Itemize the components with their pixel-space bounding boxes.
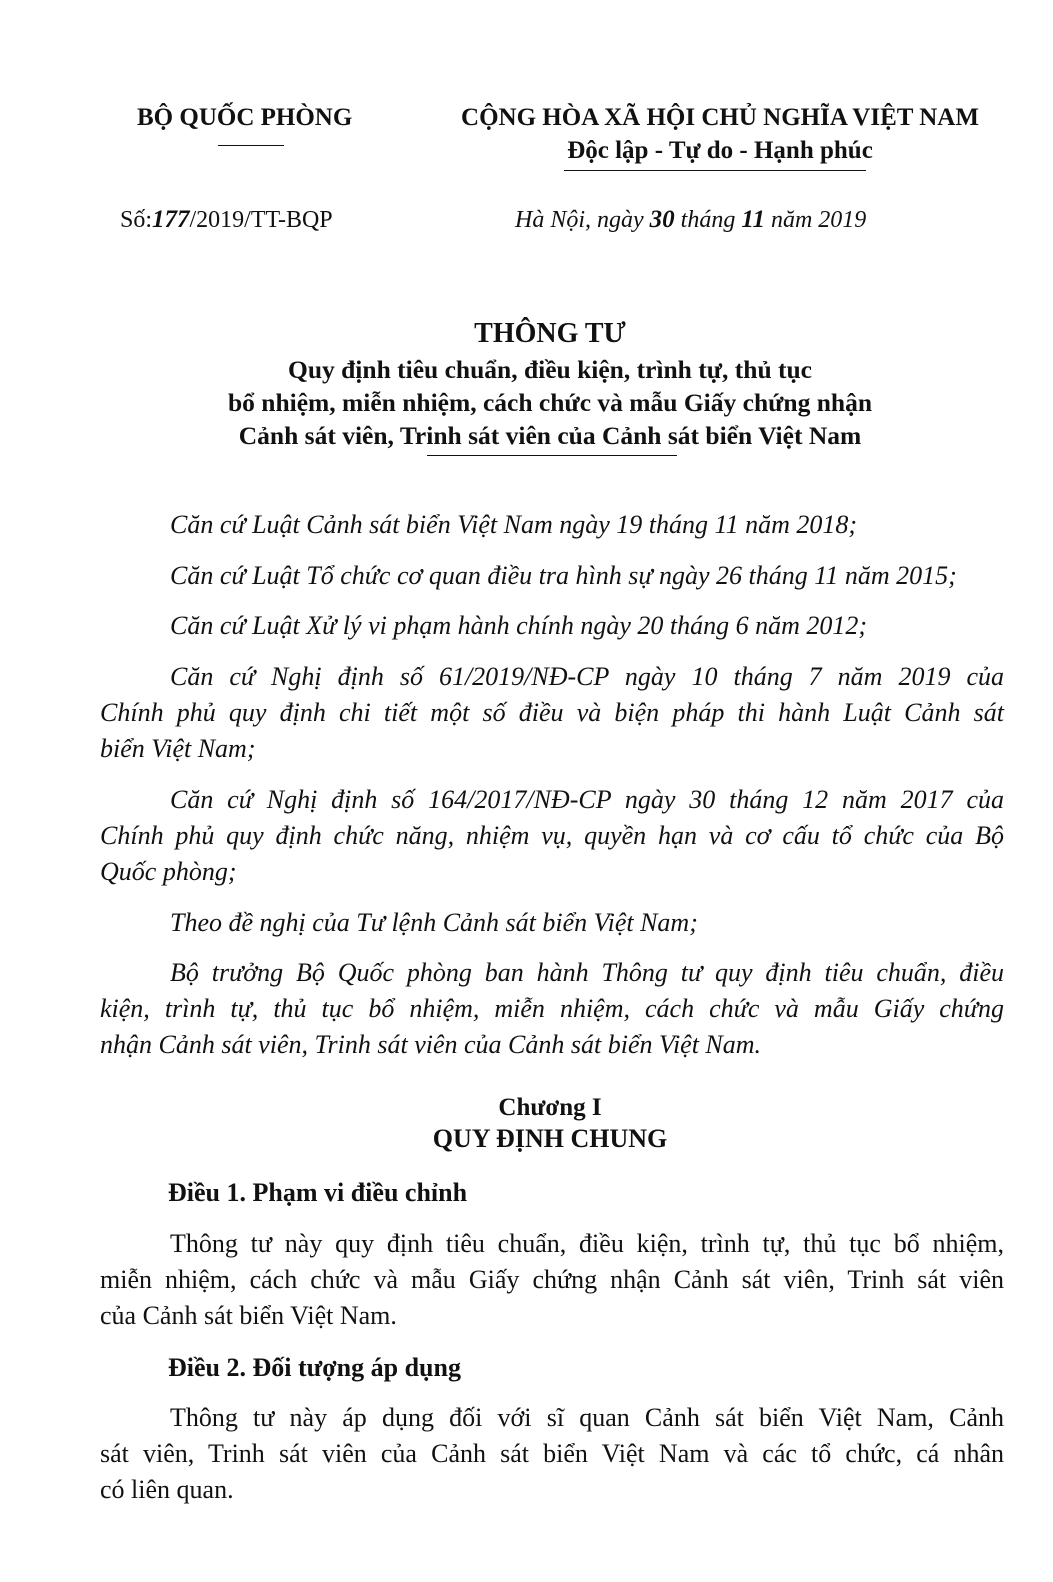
date-month-label: tháng xyxy=(680,207,736,233)
handwritten-day: 30 xyxy=(649,206,675,233)
country-name: CỘNG HÒA XÃ HỘI CHỦ NGHĨA VIỆT NAM xyxy=(461,104,979,131)
document-number xyxy=(120,206,333,234)
ministry-underline xyxy=(218,145,284,146)
handwritten-number: 177 xyxy=(152,206,190,233)
national-motto: Độc lập - Tự do - Hạnh phúc xyxy=(567,137,873,164)
article-1-body: Thông tư này quy định tiêu chuẩn, điều kiện, trình tự, thủ tục bổ nhiệm, miễn nhiệm, cách chức và mẫu Giấy chứng nhận Cảnh sát viên, Trinh sát viên của Cảnh sát biển Việt Nam. xyxy=(100,1229,1004,1330)
preamble-issuance: Bộ trưởng Bộ Quốc phòng ban hành Thông tư quy định tiêu chuẩn, điều kiện, trình tự, thủ tục bổ nhiệm, miễn nhiệm, cách chức và mẫu Giấy chứng nhận Cảnh sát viên, Trinh sát viên của Cảnh sát biển Việt Nam. xyxy=(100,958,1004,1059)
document-subject xyxy=(100,353,1000,452)
document-number-suffix: /2019/TT-BQP xyxy=(189,207,333,233)
subject-line-1: Quy định tiêu chuẩn, điều kiện, trình tự, thủ tục xyxy=(287,355,813,384)
preamble-basis-4: Căn cứ Nghị định số 61/2019/NĐ-CP ngày 10 tháng 7 năm 2019 của Chính phủ quy định chi tiết một số điều và biện pháp thi hành Luật Cảnh sát biển Việt Nam; xyxy=(100,662,1004,763)
preamble-basis-3: Căn cứ Luật Xử lý vi phạm hành chính ngày 20 tháng 6 năm 2012; xyxy=(170,611,868,640)
article-2-body: Thông tư này áp dụng đối với sĩ quan Cảnh sát biển Việt Nam, Cảnh sát viên, Trinh sát viên của Cảnh sát biển Việt Nam và các tổ chức, cá nhân có liên quan. xyxy=(100,1403,1004,1504)
preamble-basis-2: Căn cứ Luật Tổ chức cơ quan điều tra hình sự ngày 26 tháng 11 năm 2015; xyxy=(170,561,957,590)
preamble-basis-1: Căn cứ Luật Cảnh sát biển Việt Nam ngày 19 tháng 11 năm 2018; xyxy=(170,510,858,539)
title-underline xyxy=(427,455,677,456)
subject-line-3: Cảnh sát viên, Trinh sát viên của Cảnh sát biển Việt Nam xyxy=(238,421,862,450)
chapter-title: QUY ĐỊNH CHUNG xyxy=(432,1124,668,1153)
article-2-heading: Điều 2. Đối tượng áp dụng xyxy=(168,1353,461,1382)
handwritten-month: 11 xyxy=(741,206,765,233)
chapter-label: Chương I xyxy=(498,1094,602,1121)
date-line xyxy=(515,206,866,234)
date-place: Hà Nội, ngày xyxy=(515,207,644,233)
document-type-title: THÔNG TƯ xyxy=(474,318,626,349)
subject-line-2: bổ nhiệm, miễn nhiệm, cách chức và mẫu Giấy chứng nhận xyxy=(227,388,873,417)
article-1-heading: Điều 1. Phạm vi điều chỉnh xyxy=(168,1178,468,1207)
motto-underline xyxy=(564,170,866,171)
preamble-basis-5: Căn cứ Nghị định số 164/2017/NĐ-CP ngày 30 tháng 12 năm 2017 của Chính phủ quy định chức năng, nhiệm vụ, quyền hạn và cơ cấu tổ chức của Bộ Quốc phòng; xyxy=(100,785,1004,886)
ministry-name: BỘ QUỐC PHÒNG xyxy=(137,104,353,131)
preamble-proposal: Theo đề nghị của Tư lệnh Cảnh sát biển Việt Nam; xyxy=(170,908,698,937)
date-year: năm 2019 xyxy=(770,207,867,233)
document-number-prefix: Số: xyxy=(120,207,153,233)
